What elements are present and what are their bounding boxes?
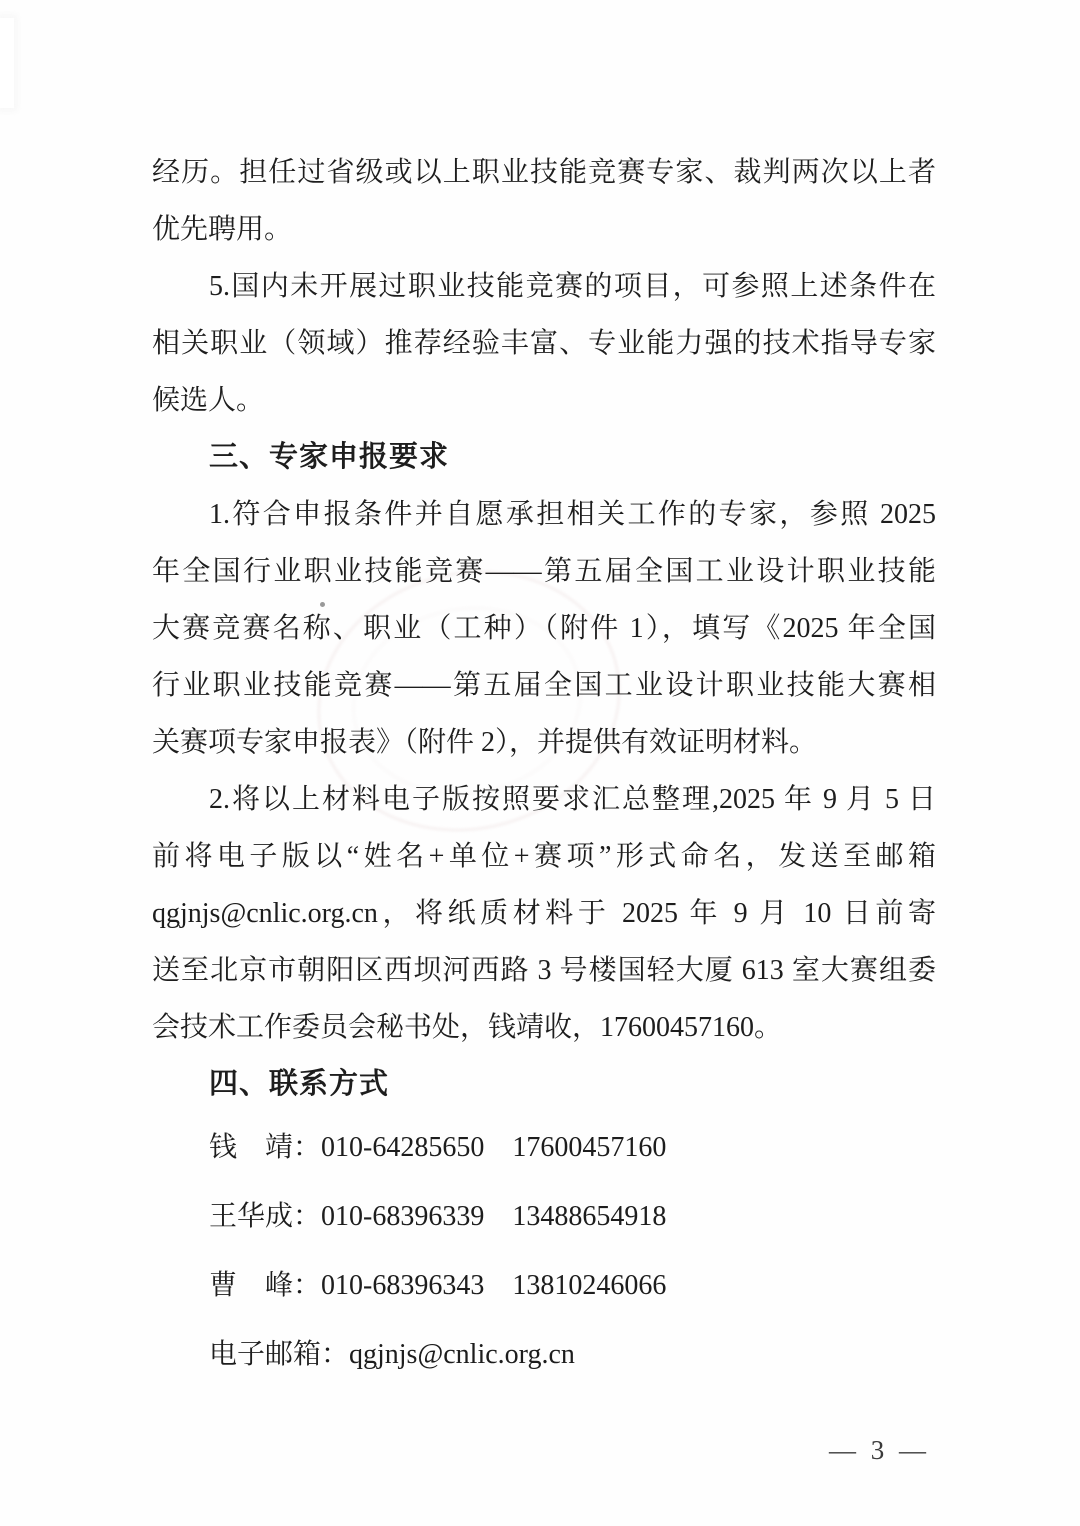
section-heading-4: 四、联系方式 <box>209 1068 390 1100</box>
paragraph-line: 关赛项专家申报表》（附件 2），并提供有效证明材料。 <box>152 727 818 758</box>
text-column <box>152 144 936 1389</box>
paragraph-line: 相关职业（领域）推荐经验丰富、专业能力强的技术指导专家 <box>152 328 936 359</box>
paragraph-line: 候选人。 <box>152 385 265 416</box>
paragraph-line: 优先聘用。 <box>152 214 293 245</box>
paragraph-line: 会技术工作委员会秘书处，钱靖收，17600457160。 <box>152 1012 783 1043</box>
paragraph-line: 大赛竞赛名称、职业（工种）（附件 1），填写《2025 年全国 <box>152 613 936 644</box>
paragraph-line-item-2: 2.将以上材料电子版按照要求汇总整理,2025 年 9 月 5 日 <box>209 784 936 815</box>
contact-line-email: 电子邮箱：qgjnjs@cnlic.org.cn <box>209 1339 575 1370</box>
paragraph-line-address: 送至北京市朝阳区西坝河西路 3 号楼国轻大厦 613 室大赛组委 <box>152 955 936 986</box>
contact-line-wang-huacheng: 王华成：010-68396339 13488654918 <box>209 1201 667 1232</box>
paragraph-line: 前将电子版以“姓名+单位+赛项”形式命名，发送至邮箱 <box>152 841 936 872</box>
contact-line-qian-jing: 钱 靖：010-64285650 17600457160 <box>209 1132 667 1163</box>
scan-artifact <box>0 18 14 108</box>
contact-line-cao-feng: 曹 峰：010-68396343 13810246066 <box>209 1270 667 1301</box>
section-heading-3: 三、专家申报要求 <box>209 441 450 473</box>
paragraph-line: 行业职业技能竞赛——第五届全国工业设计职业技能大赛相 <box>152 670 936 701</box>
paragraph-line-item-1: 1.符合申报条件并自愿承担相关工作的专家，参照 2025 <box>209 499 936 530</box>
paragraph-line: 年全国行业职业技能竞赛——第五届全国工业设计职业技能 <box>152 556 936 587</box>
page-number: — 3 — <box>829 1435 930 1465</box>
paragraph-line-item-5: 5.国内未开展过职业技能竞赛的项目，可参照上述条件在 <box>209 271 936 302</box>
paragraph-line: 经历。担任过省级或以上职业技能竞赛专家、裁判两次以上者 <box>152 157 936 188</box>
paragraph-line-email: qgjnjs@cnlic.org.cn，将纸质材料于 2025 年 9 月 10 日前寄 <box>152 898 936 929</box>
